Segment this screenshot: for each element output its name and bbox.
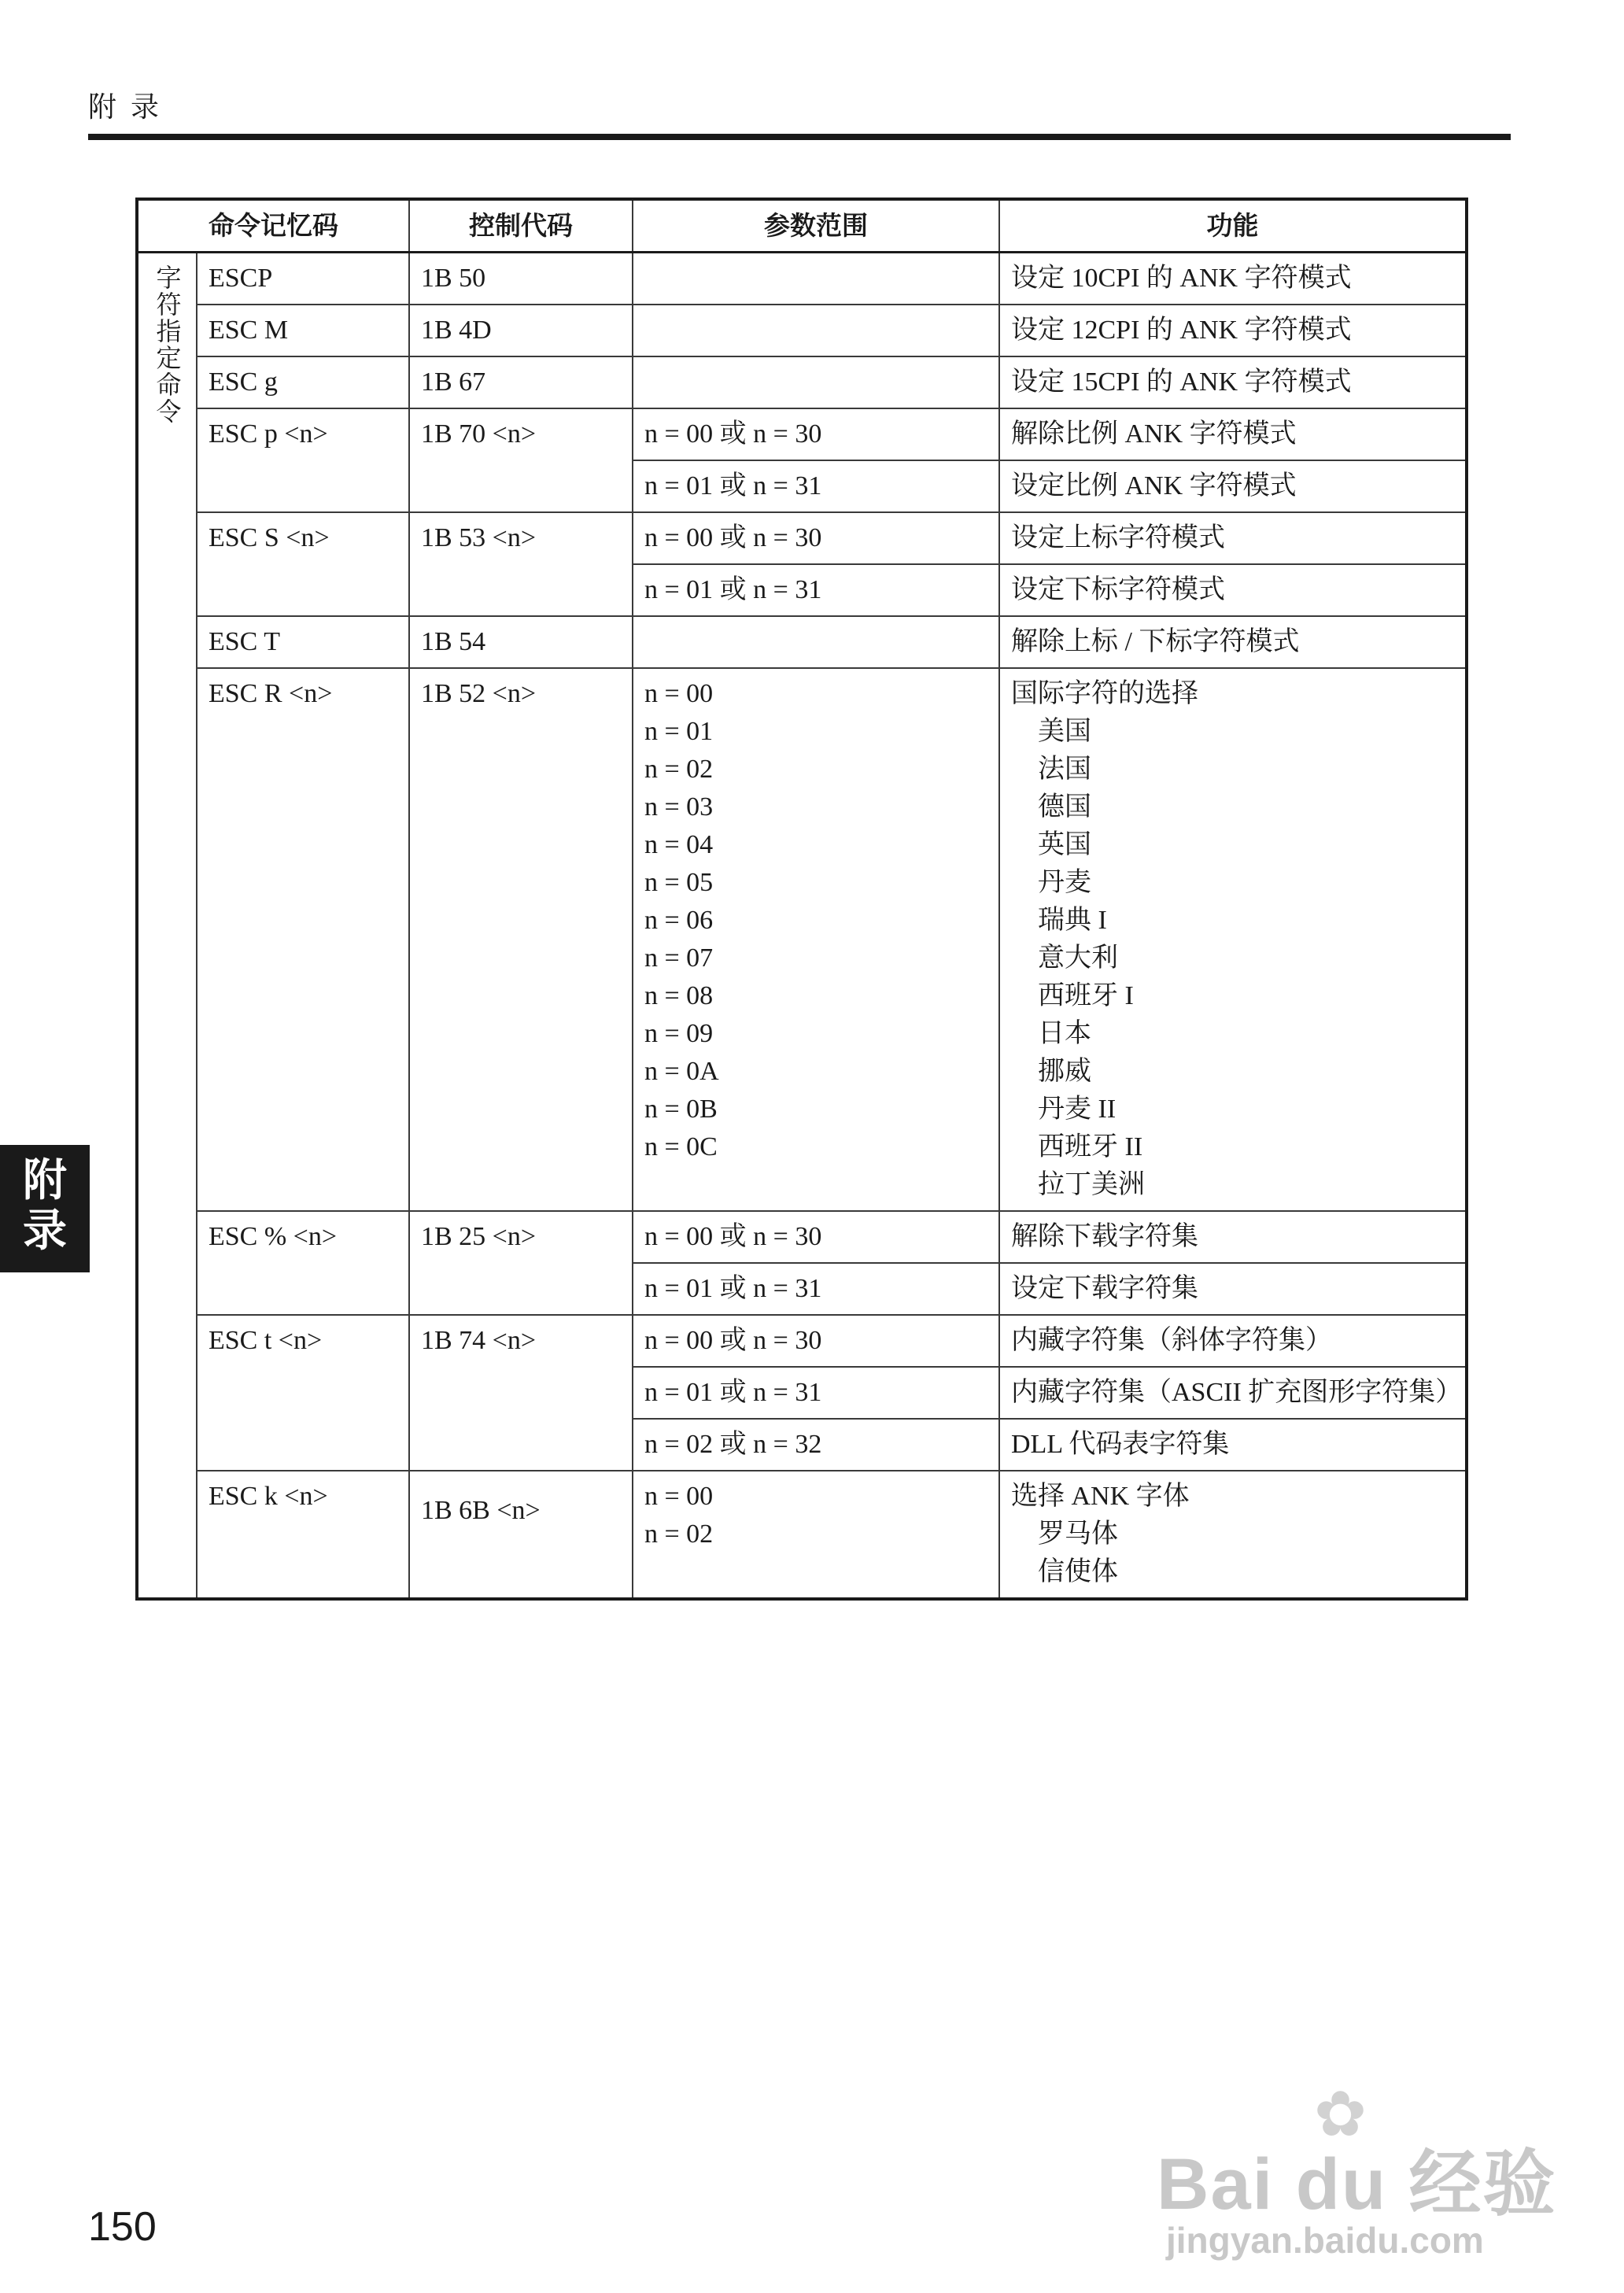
function-option: 拉丁美洲: [1038, 1170, 1145, 1199]
function-cell: 设定 15CPI 的 ANK 字符模式: [999, 356, 1467, 408]
function-cell: 设定下标字符模式: [999, 564, 1467, 616]
params-cell: n = 00 或 n = 30: [633, 512, 999, 564]
function-option: 英国: [1038, 830, 1091, 859]
function-option: 日本: [1038, 1019, 1091, 1048]
code-cell: 1B 50: [409, 253, 633, 305]
param-value: n = 01: [644, 717, 714, 746]
function-option: 丹麦: [1038, 868, 1091, 897]
table-row: [137, 1211, 1467, 1263]
param-value: n = 08: [644, 981, 714, 1010]
param-value: n = 06: [644, 906, 714, 935]
function-cell: 内藏字符集（斜体字符集）: [999, 1315, 1467, 1367]
function-option: 德国: [1038, 792, 1091, 822]
params-cell: n = 00 或 n = 30: [633, 1315, 999, 1367]
mnemonic-cell: ESC M: [197, 305, 409, 356]
running-head: 附录: [88, 91, 174, 124]
page-number: 150: [88, 2204, 157, 2250]
header-code: 控制代码: [409, 199, 633, 253]
param-value: n = 09: [644, 1019, 714, 1048]
code-cell: [409, 1471, 633, 1599]
params-cell: [633, 305, 999, 356]
params-cell: n = 01 或 n = 31: [633, 564, 999, 616]
table-row: [137, 1471, 1467, 1599]
function-cell: 设定 12CPI 的 ANK 字符模式: [999, 305, 1467, 356]
function-cell: [999, 1471, 1467, 1599]
header-rule: [88, 134, 1511, 140]
mnemonic-cell: ESC k <n>: [197, 1471, 409, 1599]
params-cell: [633, 253, 999, 305]
mnemonic-cell: ESC p <n>: [197, 408, 409, 512]
table-row: [137, 512, 1467, 564]
function-option: 瑞典 I: [1038, 906, 1107, 935]
mnemonic-cell: ESC g: [197, 356, 409, 408]
header-params: 参数范围: [633, 199, 999, 253]
param-value: n = 00: [644, 1482, 714, 1511]
table-row: [137, 616, 1467, 668]
param-value: n = 07: [644, 943, 714, 973]
param-value: n = 0C: [644, 1132, 718, 1161]
code-cell: 1B 4D: [409, 305, 633, 356]
code-cell: 1B 52 <n>: [409, 668, 633, 1211]
table-row: [137, 356, 1467, 408]
param-value: n = 00: [644, 679, 714, 708]
table-row: [137, 1315, 1467, 1367]
watermark-url: jingyan.baidu.com: [1166, 2220, 1484, 2261]
params-cell: [633, 356, 999, 408]
function-option: 西班牙 I: [1038, 981, 1134, 1010]
param-value: n = 04: [644, 830, 714, 859]
function-cell: 内藏字符集（ASCII 扩充图形字符集）: [999, 1367, 1467, 1419]
baidu-watermark: [1157, 2077, 1566, 2266]
paw-icon: ✿: [1314, 2079, 1367, 2149]
mnemonic-cell: ESC R <n>: [197, 668, 409, 1211]
function-cell: 解除上标 / 下标字符模式: [999, 616, 1467, 668]
side-tab-char: 附: [23, 1155, 67, 1206]
mnemonic-cell: ESC S <n>: [197, 512, 409, 616]
command-table: [135, 198, 1468, 1601]
code-cell: 1B 54: [409, 616, 633, 668]
table-row: [137, 305, 1467, 356]
mnemonic-cell: ESC % <n>: [197, 1211, 409, 1315]
header-function: 功能: [999, 199, 1467, 253]
function-cell: 设定比例 ANK 字符模式: [999, 460, 1467, 512]
param-value: n = 02: [644, 755, 714, 784]
function-cell: 解除比例 ANK 字符模式: [999, 408, 1467, 460]
table-row: [137, 408, 1467, 460]
function-option: 挪威: [1038, 1057, 1091, 1086]
mnemonic-cell: ESCP: [197, 253, 409, 305]
table-header-row: [137, 199, 1467, 253]
params-cell: n = 00 或 n = 30: [633, 1211, 999, 1263]
code-cell: 1B 74 <n>: [409, 1315, 633, 1471]
params-cell: n = 01 或 n = 31: [633, 460, 999, 512]
function-option: 意大利: [1038, 943, 1118, 973]
function-title: 选择 ANK 字体: [1011, 1482, 1190, 1511]
function-option: 信使体: [1038, 1557, 1118, 1586]
params-cell: [633, 1471, 999, 1599]
header-mnemonic: 命令记忆码: [137, 199, 409, 253]
group-label: 字符指定命令: [152, 264, 183, 425]
watermark-brand: Bai du 经验: [1157, 2144, 1557, 2225]
function-cell: 解除下载字符集: [999, 1211, 1467, 1263]
function-option: 丹麦 II: [1038, 1095, 1116, 1124]
mnemonic-cell: ESC t <n>: [197, 1315, 409, 1471]
function-cell: [999, 668, 1467, 1211]
function-option: 罗马体: [1038, 1519, 1118, 1549]
function-option: 法国: [1038, 755, 1091, 784]
params-cell: [633, 668, 999, 1211]
params-cell: n = 01 或 n = 31: [633, 1367, 999, 1419]
param-value: n = 02: [644, 1519, 714, 1549]
code-value: 1B 6B <n>: [421, 1496, 541, 1525]
table-row: [137, 253, 1467, 305]
params-cell: n = 00 或 n = 30: [633, 408, 999, 460]
function-cell: 设定下载字符集: [999, 1263, 1467, 1315]
params-cell: n = 01 或 n = 31: [633, 1263, 999, 1315]
function-option: 西班牙 II: [1038, 1132, 1143, 1161]
params-cell: n = 02 或 n = 32: [633, 1419, 999, 1471]
table-row: [137, 668, 1467, 1211]
function-title: 国际字符的选择: [1011, 679, 1198, 708]
param-value: n = 05: [644, 868, 714, 897]
code-cell: 1B 70 <n>: [409, 408, 633, 512]
param-value: n = 03: [644, 792, 714, 822]
mnemonic-cell: ESC T: [197, 616, 409, 668]
code-cell: 1B 67: [409, 356, 633, 408]
appendix-side-tab: [0, 1145, 90, 1272]
code-cell: 1B 53 <n>: [409, 512, 633, 616]
function-cell: DLL 代码表字符集: [999, 1419, 1467, 1471]
side-tab-char: 录: [23, 1206, 67, 1257]
function-cell: 设定上标字符模式: [999, 512, 1467, 564]
param-value: n = 0B: [644, 1095, 718, 1124]
function-option: 美国: [1038, 717, 1091, 746]
code-cell: 1B 25 <n>: [409, 1211, 633, 1315]
group-label-cell: [137, 253, 197, 1600]
param-value: n = 0A: [644, 1057, 719, 1086]
params-cell: [633, 616, 999, 668]
function-cell: 设定 10CPI 的 ANK 字符模式: [999, 253, 1467, 305]
